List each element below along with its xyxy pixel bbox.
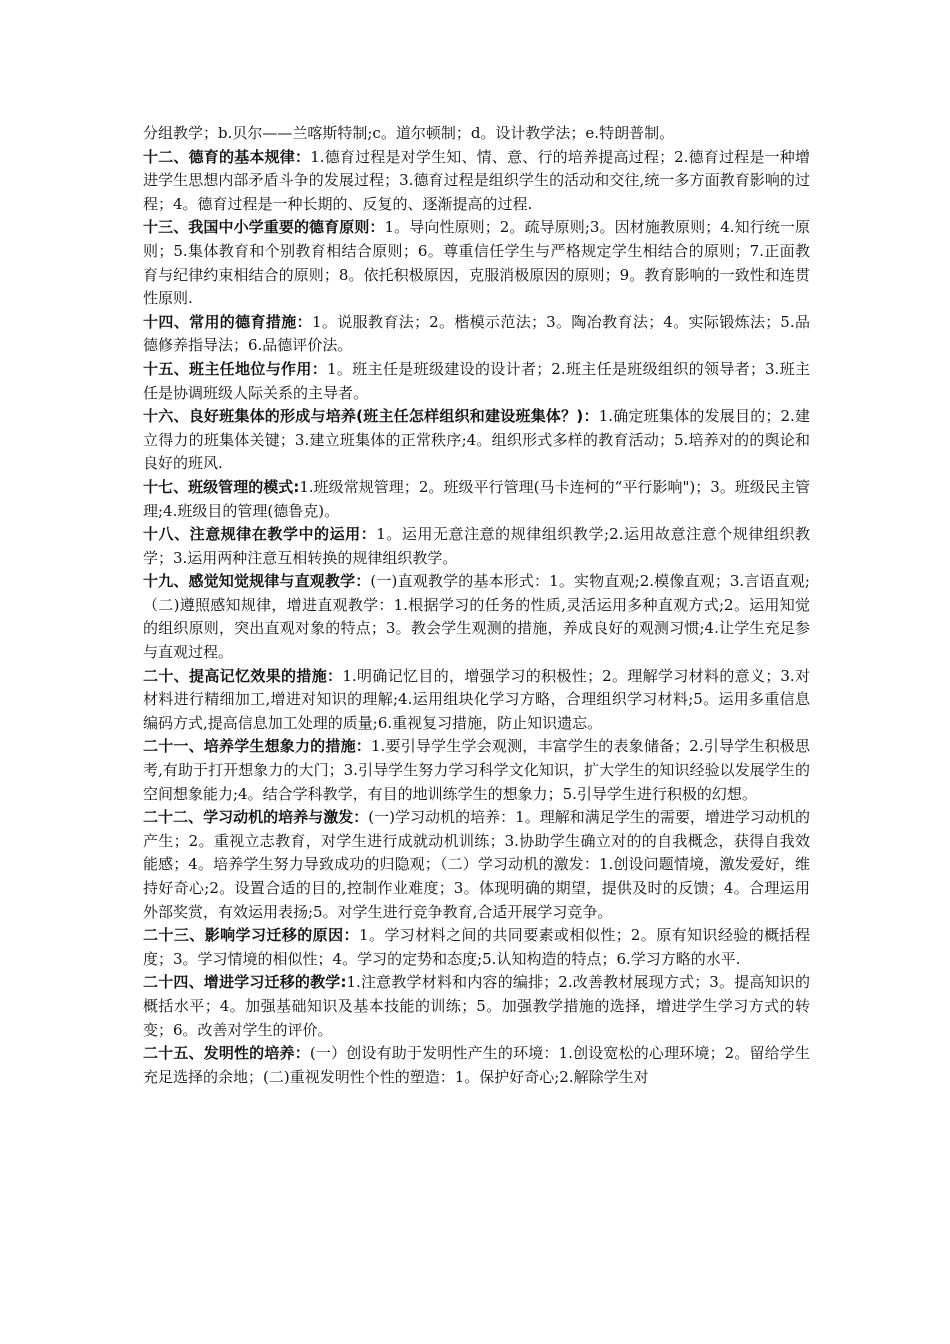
section-heading: 二十四、增进学习迁移的教学: [143, 973, 347, 992]
paragraph-text: (一)学习动机的培养：1。理解和满足学生的需要，增进学习动机的产生；2。重视立志教育，对学生进行成就动机训练；3.协助学生确立对的的自我概念，获得自我效能感；4。培养学生努力导致成功的归隐观；（二）学习动机的激发：1.创设问题情境，激发爱好，维持好奇心;2。设置合适的目的,控制作业难度；3。体现明确的期望，提供及时的反馈；4。合理运用外部奖赏，有效运用表扬;5。对学生进行竞争教育,合适开展学习竞争。 [143, 808, 810, 921]
paragraph-text: 1.注意教学材料和内容的编排；2.改善教材展现方式；3。提高知识的概括水平；4。加强基础知识及基本技能的训练；5。加强教学措施的选择，增进学生学习方式的转变；6。改善对学生的评价。 [143, 973, 811, 1039]
paragraph-perception-teaching [143, 570, 810, 664]
paragraph-text: 1。运用无意注意的规律组织教学;2.运用故意注意个规律组织教学；3.运用两种注意互相转换的规律组织教学。 [143, 525, 810, 567]
paragraph-text: 1.确定班集体的发展目的；2.建立得力的班集体关键；3.建立班集体的正常秩序;4。组织形式多样的教育活动；5.培养对的的舆论和良好的班风. [143, 407, 811, 473]
document-body [143, 122, 810, 1089]
paragraph-text: 1.德育过程是对学生知、情、意、行的培养提高过程；2.德育过程是一种增进学生思想内部矛盾斗争的发展过程；3.德育过程是组织学生的活动和交往,统一多方面教育影响的过程；4。德育过程是一种长期的、反复的、逐渐提高的过程. [143, 147, 810, 213]
section-heading: 二十一、培养学生想象力的措施： [143, 737, 371, 756]
paragraph-text: 分组教学；b.贝尔——兰喀斯特制;c。道尔顿制；d。设计教学法；e.特朗普制。 [143, 124, 675, 142]
section-heading: 二十五、发明性的培养： [143, 1044, 310, 1063]
section-heading: 二十、提高记忆效果的措施： [143, 666, 343, 685]
paragraph-imagination-measures [143, 735, 810, 806]
paragraph-class-management [143, 476, 810, 523]
paragraph-transfer-teaching [143, 971, 810, 1042]
section-heading: 十五、班主任地位与作用： [143, 359, 328, 378]
paragraph-text: 1.要引导学生学会观测，丰富学生的表象储备；2.引导学生积极思考,有助于打开想象力的大门；3.引导学生努力学习科学文化知识，扩大学生的知识经验以发展学生的空间想象能力;4。结合学科教学，有目的地训练学生的想象力；5.引导学生进行积极的幻想。 [143, 737, 810, 803]
section-heading: 十八、注意规律在教学中的运用： [143, 525, 377, 544]
section-heading: 二十三、影响学习迁移的原因： [143, 926, 359, 945]
paragraph-head-teacher-role [143, 358, 810, 405]
paragraph-moral-education-laws [143, 146, 810, 217]
paragraph-text: (一）创设有助于发明性产生的环境：1.创设宽松的心理环境；2。留给学生充足选择的余地；(二)重视发明性个性的塑造：1。保护好奇心;2.解除学生对 [143, 1044, 810, 1086]
paragraph-creativity-cultivation [143, 1042, 810, 1089]
paragraph-class-collective [143, 405, 810, 476]
paragraph-text: 1.班级常规管理；2。班级平行管理(马卡连柯的“平行影响")；3。班级民主管理;4.班级目的管理(德鲁克)。 [143, 477, 810, 520]
paragraph-text: 1.明确记忆目的，增强学习的积极性；2。理解学习材料的意义；3.对材料进行精细加工,增进对知识的理解;4.运用组块化学习方略，合理组织学习材料;5。运用多重信息编码方式,提高信息加工处理的质量;6.重视复习措施，防止知识遗忘。 [143, 666, 810, 732]
section-heading: 十九、感觉知觉规律与直观教学： [143, 572, 371, 591]
section-heading: 十二、德育的基本规律： [143, 147, 311, 166]
paragraph-text: 1。说服教育法；2。楷模示范法；3。陶冶教育法；4。实际锻炼法；5.品德修养指导法；6.品德评价法。 [143, 312, 810, 355]
paragraph-continuation [143, 122, 810, 146]
paragraph-memory-measures [143, 665, 810, 736]
paragraph-learning-motivation [143, 806, 810, 924]
section-heading: 二十二、学习动机的培养与激发： [143, 808, 369, 827]
paragraph-moral-education-principles [143, 216, 810, 310]
paragraph-text: (一)直观教学的基本形式：1。实物直观;2.模像直观；3.言语直观;（二)遵照感知规律，增进直观教学：1.根据学习的任务的性质,灵活运用多种直观方式;2。运用知觉的组织原则，突出直观对象的特点；3。教会学生观测的措施，养成良好的观测习惯;4.让学生充足参与直观过程。 [143, 572, 810, 662]
paragraph-text: 1。学习材料之间的共同要素或相似性；2。原有知识经验的概括程度；3。学习情境的相似性；4。学习的定势和态度;5.认知构造的特点；6.学习方略的水平. [143, 926, 810, 968]
paragraph-moral-education-measures [143, 311, 810, 358]
section-heading: 十三、我国中小学重要的德育原则： [143, 218, 385, 237]
paragraph-text: 1。班主任是班级建设的设计者；2.班主任是班级组织的领导者；3.班主任是协调班级人际关系的主导者。 [143, 359, 810, 402]
section-heading: 十四、常用的德育措施： [143, 312, 312, 331]
paragraph-attention-laws [143, 523, 810, 570]
section-heading: 十六、良好班集体的形成与培养(班主任怎样组织和建设班集体？)： [143, 407, 599, 426]
section-heading: 十七、班级管理的模式: [143, 477, 300, 496]
paragraph-text: 1。导向性原则；2。疏导原则;3。因材施教原则；4.知行统一原则；5.集体教育和个别教育相结合原则；6。尊重信任学生与严格规定学生相结合的原则；7.正面教育与纪律约束相结合的原则；8。依托积极原因，克服消极原因的原则；9。教育影响的一致性和连贯性原则. [143, 218, 810, 308]
paragraph-transfer-factors [143, 924, 810, 971]
